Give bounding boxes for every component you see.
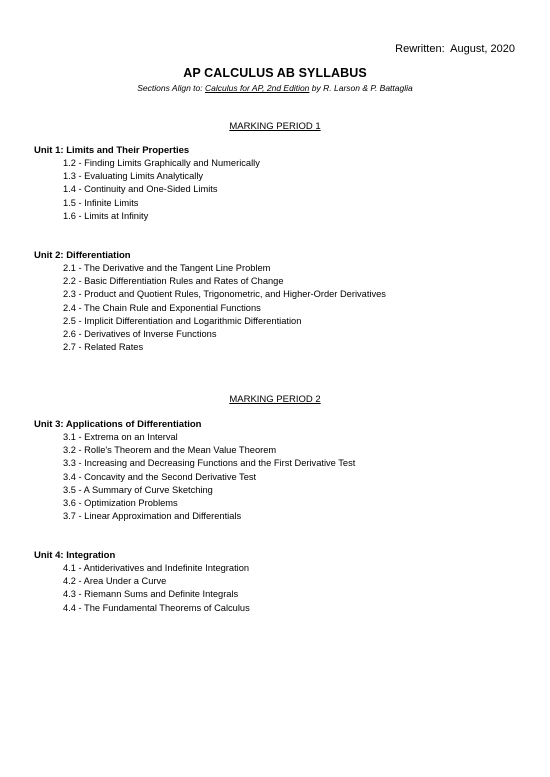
section-item: 2.5 - Implicit Differentiation and Logarithmic Differentiation — [63, 315, 302, 326]
unit-2 — [34, 249, 514, 354]
section-item: 3.1 - Extrema on an Interval — [63, 432, 178, 442]
section-item: 3.7 - Linear Approximation and Differentials — [63, 511, 242, 522]
section-item: 3.3 - Increasing and Decreasing Functions and the First Derivative Test — [63, 458, 356, 469]
unit-3-sections — [34, 431, 514, 523]
section-item: 2.3 - Product and Quotient Rules, Trigonometric, and Higher-Order Derivatives — [63, 289, 386, 300]
section-item: 4.2 - Area Under a Curve — [63, 576, 167, 587]
marking-period-1-heading: MARKING PERIOD 1 — [229, 121, 321, 132]
unit-4-sections — [34, 562, 514, 615]
section-item: 4.1 - Antiderivatives and Indefinite Integration — [63, 563, 250, 573]
section-item: 3.5 - A Summary of Curve Sketching — [63, 484, 213, 495]
section-item: 2.4 - The Chain Rule and Exponential Functions — [63, 302, 261, 313]
section-item: 4.4 - The Fundamental Theorems of Calculus — [63, 602, 250, 613]
section-item: 2.6 - Derivatives of Inverse Functions — [63, 328, 217, 339]
section-item: 3.4 - Concavity and the Second Derivative Test — [63, 471, 257, 482]
subtitle-prefix: Sections Align to: — [137, 83, 205, 93]
rewritten-date: Rewritten: August, 2020 — [395, 43, 515, 55]
unit-4-title: Unit 4: Integration — [34, 550, 116, 561]
unit-1-title: Unit 1: Limits and Their Properties — [34, 145, 190, 156]
section-item: 3.2 - Rolle's Theorem and the Mean Value Theorem — [63, 445, 277, 456]
unit-3 — [34, 418, 514, 523]
subtitle-book-title: Calculus for AP, 2nd Edition — [204, 83, 310, 93]
section-item: 3.6 - Optimization Problems — [63, 497, 178, 508]
unit-3-title: Unit 3: Applications of Differentiation — [34, 419, 202, 430]
unit-1 — [34, 144, 514, 223]
section-item: 2.1 - The Derivative and the Tangent Line Problem — [63, 263, 271, 273]
subtitle-authors: by R. Larson & P. Battaglia — [309, 83, 413, 93]
unit-4 — [34, 549, 514, 615]
unit-1-sections — [34, 157, 514, 223]
marking-period-2-heading: MARKING PERIOD 2 — [229, 394, 321, 405]
document-title: AP CALCULUS AB SYLLABUS — [183, 66, 367, 80]
document-subtitle — [0, 83, 550, 93]
unit-2-sections — [34, 262, 514, 354]
section-item: 4.3 - Riemann Sums and Definite Integrals — [63, 589, 239, 600]
section-item: 1.6 - Limits at Infinity — [63, 210, 149, 221]
section-item: 1.2 - Finding Limits Graphically and Numerically — [63, 158, 260, 168]
section-item: 1.5 - Infinite Limits — [63, 197, 139, 208]
section-item: 1.4 - Continuity and One-Sided Limits — [63, 184, 218, 195]
section-item: 2.7 - Related Rates — [63, 342, 144, 353]
section-item: 2.2 - Basic Differentiation Rules and Rates of Change — [63, 276, 284, 287]
unit-2-title: Unit 2: Differentiation — [34, 250, 131, 261]
section-item: 1.3 - Evaluating Limits Analytically — [63, 171, 204, 182]
